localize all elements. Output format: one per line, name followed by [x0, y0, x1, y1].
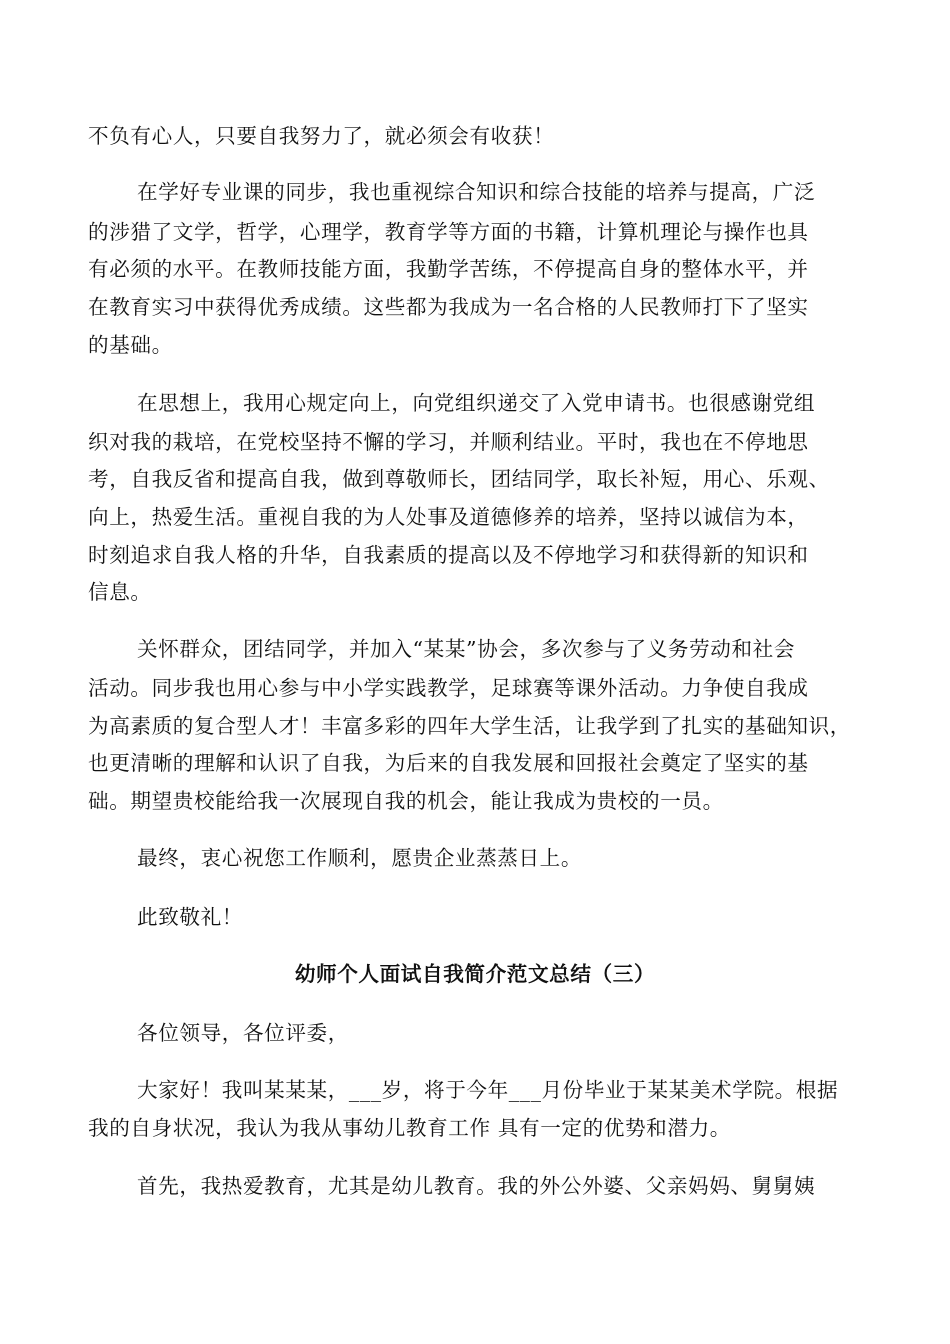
paragraph-line: 有必须的水平。在教师技能方面，我勤学苦练，不停提高自身的整体水平，并	[88, 257, 809, 281]
paragraph-line: 在学好专业课的同步，我也重视综合知识和综合技能的培养与提高，广泛	[137, 180, 816, 204]
paragraph-line: 的涉猎了文学，哲学，心理学，教育学等方面的书籍，计算机理论与操作也具	[88, 220, 809, 244]
paragraph-line: 为高素质的复合型人才！丰富多彩的四年大学生活，让我学到了扎实的基础知识，	[88, 714, 851, 738]
paragraph-line: 也更清晰的理解和认识了自我，为后来的自我发展和回报社会奠定了坚实的基	[88, 751, 809, 775]
section-title: 幼师个人面试自我简介范文总结（三）	[294, 962, 656, 986]
paragraph-line: 在思想上，我用心规定向上，向党组织递交了入党申请书。也很感谢党组	[137, 391, 816, 415]
paragraph-line: 活动。同步我也用心参与中小学实践教学，足球赛等课外活动。力争使自我成	[88, 676, 809, 700]
paragraph-line: 我的自身状况，我认为我从事幼儿教育工作 具有一定的优势和潜力。	[88, 1116, 731, 1140]
paragraph-line: 在教育实习中获得优秀成绩。这些都为我成为一名合格的人民教师打下了坚实	[88, 295, 809, 319]
paragraph-line: 织对我的栽培，在党校坚持不懈的学习，并顺利结业。平时，我也在不停地思	[88, 430, 809, 454]
paragraph-line: 首先，我热爱教育，尤其是幼儿教育。我的外公外婆、父亲妈妈、舅舅姨	[137, 1174, 816, 1198]
paragraph-line: 关怀群众，团结同学，并加入“某某”协会，多次参与了义务劳动和社会	[137, 637, 796, 661]
paragraph-line: 不负有心人，只要自我努力了，就必须会有收获！	[88, 124, 555, 148]
paragraph-line: 时刻追求自我人格的升华，自我素质的提高以及不停地学习和获得新的知识和	[88, 543, 809, 567]
paragraph-line: 向上，热爱生活。重视自我的为人处事及道德修养的培养，坚持以诚信为本，	[88, 505, 809, 529]
paragraph-line: 础。期望贵校能给我一次展现自我的机会，能让我成为贵校的一员。	[88, 789, 724, 813]
paragraph-line: 的基础。	[88, 333, 173, 357]
paragraph-line: 信息。	[88, 580, 152, 604]
paragraph-line: 考，自我反省和提高自我，做到尊敬师长，团结同学，取长补短，用心、乐观、	[88, 467, 830, 491]
paragraph-line: 此致敬礼！	[137, 905, 243, 929]
paragraph-line: 各位领导，各位评委，	[137, 1021, 349, 1045]
paragraph-line: 大家好！我叫某某某，___岁，将于今年___月份毕业于某某美术学院。根据	[137, 1078, 839, 1102]
paragraph-line: 最终，衷心祝您工作顺利，愿贵企业蒸蒸日上。	[137, 846, 583, 870]
